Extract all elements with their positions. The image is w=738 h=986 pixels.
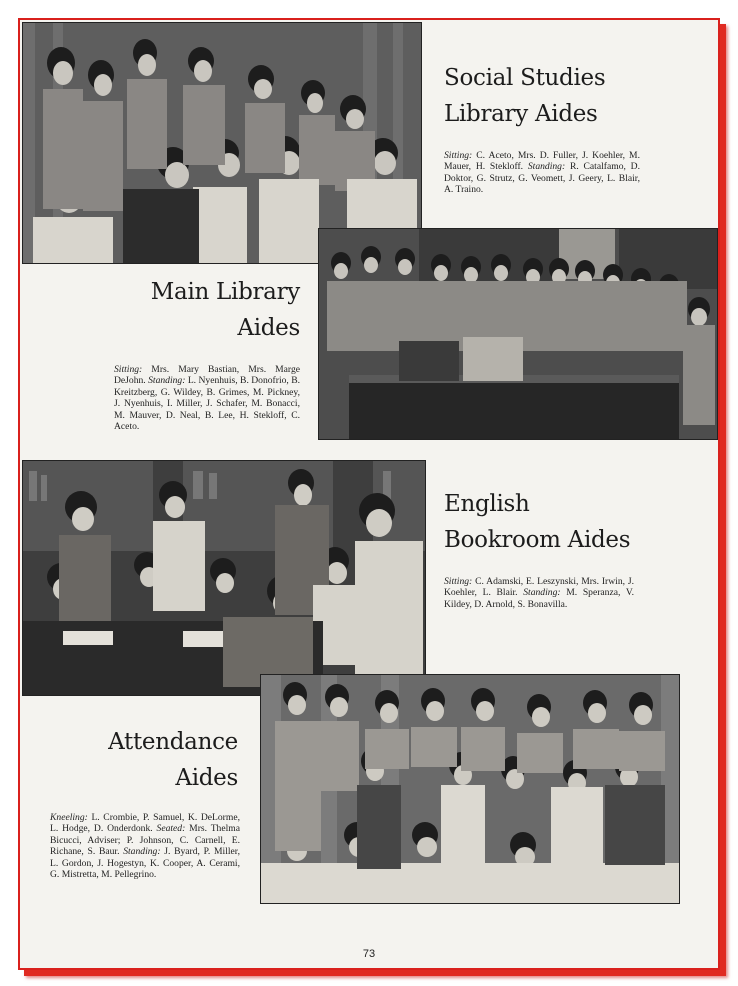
title-line: Main Library	[150, 279, 300, 305]
caption-label: Sitting:	[444, 576, 473, 587]
caption-text: C. Adamski, E. Leszynski, Mrs. Irwin, J. Koehler, L. Blair.	[444, 576, 634, 599]
title-attendance-aides	[44, 724, 238, 796]
caption-label: Standing:	[123, 846, 161, 858]
photo-main-library-aides	[318, 228, 718, 440]
page-number: 73	[362, 948, 376, 960]
caption-label: Seated:	[156, 823, 186, 835]
caption-label: Standing:	[527, 161, 566, 173]
photo-illustration	[261, 675, 679, 903]
caption-english-bookroom	[444, 576, 634, 610]
caption-label: Kneeling:	[50, 812, 88, 823]
title-line: Library Aides	[444, 101, 598, 127]
caption-text: Mrs. Thelma Bicucci, Adviser; P. Johnson, C. Carnell, E. Richane, S. Baur.	[50, 823, 240, 858]
caption-text: J. Byard, P. Miller, L. Gordon, J. Hogestyn, K. Cooper, A. Cerami, G. Mistretta, M. Pellegrino.	[50, 846, 241, 881]
caption-text: L. Crombie, P. Samuel, K. DeLorme, L. Hodge, D. Onderdonk.	[50, 812, 240, 835]
photo-illustration	[319, 229, 717, 439]
caption-label: Standing:	[148, 375, 186, 387]
title-line: English	[444, 491, 530, 517]
caption-label: Sitting:	[444, 150, 473, 161]
caption-text: R. Catalfamo, D. Doktor, G. Strutz, G. Veomett, J. Geery, L. Blair, A. Traino.	[444, 161, 640, 196]
photo-illustration	[23, 461, 425, 695]
title-line: Bookroom Aides	[444, 527, 631, 553]
photo-attendance-aides	[260, 674, 680, 904]
title-social-studies-library-aides	[444, 60, 704, 132]
caption-social-studies	[444, 150, 640, 196]
title-main-library-aides	[104, 274, 300, 346]
caption-text: L. Nyenhuis, B. Donofrio, B. Kreitzberg, G. Wildey, B. Grimes, M. Pickney, J. Nyenhuis, I. Miller, J. Schafer, M. Bonacci, M. Mauver, D. Neal, B. Lee, H. Stekloff, C. Aceto.	[114, 375, 301, 433]
caption-attendance	[50, 812, 240, 880]
title-line: Aides	[237, 315, 300, 341]
caption-label: Sitting:	[114, 364, 143, 375]
title-line: Social Studies	[444, 65, 606, 91]
title-line: Attendance	[108, 729, 238, 755]
photo-illustration	[23, 23, 421, 263]
caption-label: Standing:	[523, 587, 561, 599]
caption-text: Mrs. Mary Bastian, Mrs. Marge DeJohn.	[114, 364, 300, 387]
caption-main-library	[114, 364, 300, 432]
caption-text: C. Aceto, Mrs. D. Fuller, J. Koehler, M. Mauer, H. Stekloff.	[444, 150, 640, 173]
title-line: Aides	[175, 765, 238, 791]
photo-english-bookroom-aides	[22, 460, 426, 696]
caption-text: M. Speranza, V. Kildey, D. Arnold, S. Bonavilla.	[444, 587, 634, 610]
title-english-bookroom-aides	[444, 486, 704, 558]
yearbook-page	[18, 18, 720, 970]
